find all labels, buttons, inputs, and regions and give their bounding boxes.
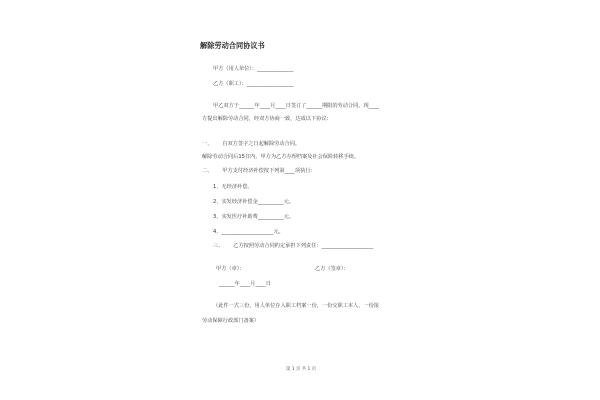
clause-two-item-1: 1、无经济补偿。 xyxy=(213,184,253,190)
agreement-intro-line: 甲乙双方于______年____月____日签订了______期限的劳动合同，现____ xyxy=(213,103,380,109)
document-title: 解除劳动合同协议书 xyxy=(200,41,265,50)
clause-two: 二、 甲方支付经济补偿按下列第____项执行： xyxy=(202,168,316,174)
party-b-signature: 乙方（签章）： xyxy=(315,266,349,272)
page-footer: 第 1 页 共 1 页 xyxy=(286,367,317,372)
signature-date: ______年____月____日 xyxy=(219,281,271,287)
clause-three: 三、 乙方按照劳动合同约定承担下列责任：____________________ xyxy=(213,243,374,249)
agreement-intro-line-cont: 方提出解除劳动合同，经双方协商一致，达成以下协议： xyxy=(202,116,332,122)
clause-one-detail: 解除劳动合同后15日内，甲方为乙方办理档案及社会保险转移手续。 xyxy=(202,154,360,160)
clause-two-item-2: 2、实发经济补偿金__________元。 xyxy=(213,199,295,205)
copies-note: （此件一式三份，用人单位存入职工档案一份，一份交职工本人，一份报 xyxy=(213,303,380,309)
clause-one: 一、 自双方签字之日起解除劳动合同。 xyxy=(202,141,301,147)
copies-note-cont: 劳动保障行政部门备案） xyxy=(202,318,260,324)
clause-two-item-3: 3、实发医疗补助费__________元。 xyxy=(213,214,295,220)
party-a-signature: 甲方（章）： xyxy=(216,266,245,272)
party-a-line: 甲方（用人单位）：______________ xyxy=(213,66,294,72)
clause-two-item-4: 4、____________________元。 xyxy=(213,229,284,235)
party-b-line: 乙方（职工）：__________________ xyxy=(213,81,294,87)
